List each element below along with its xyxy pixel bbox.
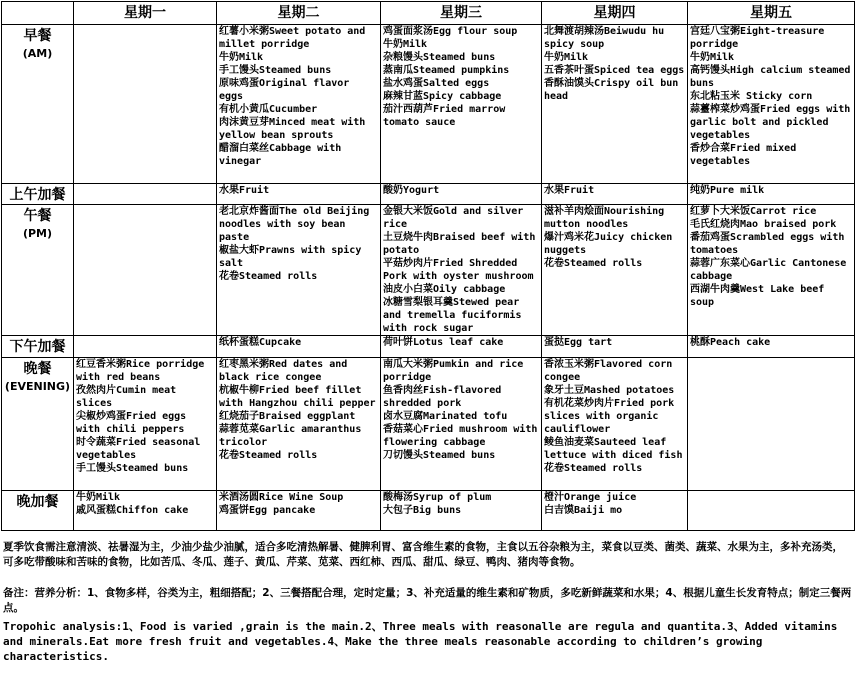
menu-cell <box>688 358 855 491</box>
menu-cell <box>74 491 217 531</box>
menu-cell <box>217 358 381 491</box>
dish-item: 红薯小米粥Sweet potato and millet porridge <box>219 26 366 50</box>
meal-name: 上午加餐 <box>9 187 66 203</box>
dish-item: 时令蔬菜Fried seasonal vegetables <box>76 437 201 461</box>
corner-cell <box>2 2 74 25</box>
meal-row <box>2 491 855 531</box>
meal-label-cell <box>2 358 74 491</box>
dish-item: 卤水豆腐Marinated tofu <box>383 411 508 422</box>
dish-item: 牛奶Milk <box>219 52 264 63</box>
menu-cell <box>74 205 217 336</box>
dish-item: 麻辣甘蓝Spicy cabbage <box>383 91 502 102</box>
menu-cell <box>542 25 688 184</box>
dish-item: 蒜薹榨菜炒鸡蛋Fried eggs with garlic bolt and pickled vegetables <box>690 104 851 141</box>
dish-item: 冰糖雪梨银耳羹Stewed pear and tremella fuciformis with rock sugar <box>383 297 522 334</box>
dish-item: 金银大米饭Gold and silver rice <box>383 206 524 230</box>
menu-cell <box>381 491 542 531</box>
menu-cell <box>217 205 381 336</box>
day-header: 星期三 <box>381 2 542 25</box>
dish-item: 香炒合菜Fried mixed vegetables <box>690 143 797 167</box>
meal-row <box>2 336 855 358</box>
dish-item: 蒸南瓜Steamed pumpkins <box>383 65 510 76</box>
dish-item: 红枣黑米粥Red dates and black rice congee <box>219 359 348 383</box>
menu-cell <box>542 491 688 531</box>
dish-item: 盐水鸡蛋Salted eggs <box>383 78 490 89</box>
menu-cell <box>688 205 855 336</box>
menu-cell <box>542 358 688 491</box>
weekly-menu-table <box>1 1 855 531</box>
dish-item: 番茄鸡蛋Scrambled eggs with tomatoes <box>690 232 845 256</box>
dish-item: 醋溜白菜丝Cabbage with vinegar <box>219 143 342 167</box>
meal-row <box>2 184 855 205</box>
dish-item: 花卷Steamed rolls <box>219 450 318 461</box>
dish-item: 茄汁西葫芦Fried marrow tomato sauce <box>383 104 506 128</box>
dish-item: 宫廷八宝粥Eight-treasure porridge <box>690 26 825 50</box>
meal-row <box>2 205 855 336</box>
menu-cell <box>542 205 688 336</box>
menu-cell <box>381 358 542 491</box>
dish-item: 象牙土豆Mashed potatoes <box>544 385 675 396</box>
dish-item: 红豆香米粥Rice porridge with red beans <box>76 359 205 383</box>
dish-item: 油皮小白菜Oily cabbage <box>383 284 506 295</box>
dish-item: 蒜蓉广东菜心Garlic Cantonese cabbage <box>690 258 847 282</box>
dish-item: 高钙馒头High calcium steamed buns <box>690 65 851 89</box>
meal-label-cell <box>2 25 74 184</box>
dish-item: 平菇炒肉片Fried Shredded Pork with oyster mushroom <box>383 258 534 282</box>
menu-cell <box>542 336 688 358</box>
dish-item: 刀切馒头Steamed buns <box>383 450 496 461</box>
dish-item: 孜然肉片Cumin meat slices <box>76 385 177 409</box>
meal-time: (PM) <box>22 227 53 240</box>
trophic-analysis-english: Tropohic analysis:1、Food is varied ,grain is the main.2、Three meals with reasonalle are regula and quantita.3、Added vitamins and minerals.Eat more fresh fruit and vegetables.4、Make the three meals reasonable according to children’s growing characteristics. <box>3 620 838 663</box>
dish-item: 米酒汤圆Rice Wine Soup <box>219 492 344 503</box>
dish-item: 西湖牛肉羹West Lake beef soup <box>690 284 825 308</box>
dish-item: 水果Fruit <box>219 185 270 196</box>
dish-item: 毛氏红烧肉Mao braised pork <box>690 219 837 230</box>
dish-item: 红烧茄子Braised eggplant <box>219 411 356 422</box>
meal-name: 下午加餐 <box>9 339 66 355</box>
meal-label-cell <box>2 205 74 336</box>
dish-item: 戚风蛋糕Chiffon cake <box>76 505 189 516</box>
dish-item: 蛋挞Egg tart <box>544 337 613 348</box>
meal-label-cell <box>2 184 74 205</box>
dish-item: 牛奶Milk <box>76 492 121 503</box>
dish-item: 纯奶Pure milk <box>690 185 765 196</box>
nutrition-remark: 备注：营养分析：1、食物多样，谷类为主，粗细搭配；2、三餐搭配合理，定时定量；3、补充适量的维生素和矿物质，多吃新鲜蔬菜和水果；4、根据儿童生长发育特点；制定三餐两点。 <box>3 587 852 614</box>
menu-cell <box>217 336 381 358</box>
day-header: 星期四 <box>542 2 688 25</box>
menu-cell <box>688 184 855 205</box>
dish-item: 纸杯蛋糕Cupcake <box>219 337 302 348</box>
dish-item: 牛奶Milk <box>690 52 735 63</box>
meal-name: 晚加餐 <box>16 494 59 510</box>
day-header: 星期五 <box>688 2 855 25</box>
menu-cell <box>381 336 542 358</box>
day-header: 星期一 <box>74 2 217 25</box>
menu-cell <box>381 205 542 336</box>
dish-item: 东北粘玉米 Sticky corn <box>690 91 813 102</box>
menu-cell <box>74 184 217 205</box>
dish-item: 有机花菜炒肉片Fried pork slices with organic cauliflower <box>544 398 675 435</box>
dish-item: 尖椒炒鸡蛋Fried eggs with chili peppers <box>76 411 187 435</box>
menu-cell <box>217 184 381 205</box>
menu-cell <box>217 491 381 531</box>
meal-row <box>2 358 855 491</box>
dish-item: 荷叶饼Lotus leaf cake <box>383 337 504 348</box>
meal-time: (AM) <box>22 47 53 60</box>
meal-name: 午餐 <box>23 208 52 224</box>
dish-item: 原味鸡蛋Original flavor eggs <box>219 78 350 102</box>
dish-item: 酸梅汤Syrup of plum <box>383 492 492 503</box>
dish-item: 牛奶Milk <box>383 39 428 50</box>
meal-label-cell <box>2 336 74 358</box>
menu-cell <box>381 25 542 184</box>
dish-item: 香菇菜心Fried mushroom with flowering cabbage <box>383 424 538 448</box>
dish-item: 花卷Steamed rolls <box>544 258 643 269</box>
meal-time: (EVENING) <box>4 380 71 393</box>
menu-cell <box>688 25 855 184</box>
meal-label-cell <box>2 491 74 531</box>
menu-cell <box>74 358 217 491</box>
dish-item: 桃酥Peach cake <box>690 337 771 348</box>
dish-item: 鱼香肉丝Fish-flavored shredded pork <box>383 385 502 409</box>
menu-cell <box>381 184 542 205</box>
menu-cell <box>74 25 217 184</box>
dish-item: 橙汁Orange juice <box>544 492 637 503</box>
dish-item: 南瓜大米粥Pumkin and rice porridge <box>383 359 524 383</box>
dish-item: 有机小黄瓜Cucumber <box>219 104 318 115</box>
dish-item: 手工馒头Steamed buns <box>76 463 189 474</box>
dish-item: 五香茶叶蛋Spiced tea eggs <box>544 65 685 76</box>
dish-item: 北舞渡胡辣汤Beiwudu hu spicy soup <box>544 26 665 50</box>
dish-item: 牛奶Milk <box>544 52 589 63</box>
dish-item: 鸡蛋饼Egg pancake <box>219 505 316 516</box>
menu-cell <box>688 491 855 531</box>
dish-item: 椒盐大虾Prawns with spicy salt <box>219 245 362 269</box>
dish-item: 爆汁鸡米花Juicy chicken nuggets <box>544 232 673 256</box>
meal-name: 晚餐 <box>23 361 52 377</box>
dish-item: 香浓玉米粥Flavored corn congee <box>544 359 673 383</box>
meal-row <box>2 25 855 184</box>
dish-item: 鲮鱼油麦菜Sauteed leaf lettuce with diced fish <box>544 437 683 461</box>
dish-item: 香酥油馍头Crispy oil bun head <box>544 78 679 102</box>
dish-item: 花卷Steamed rolls <box>219 271 318 282</box>
dish-item: 酸奶Yogurt <box>383 185 440 196</box>
meal-name: 早餐 <box>23 28 52 44</box>
menu-cell <box>74 336 217 358</box>
menu-cell <box>217 25 381 184</box>
menu-cell <box>688 336 855 358</box>
dish-item: 土豆烧牛肉Braised beef with potato <box>383 232 536 256</box>
dish-item: 滋补羊肉烩面Nourishing mutton noodles <box>544 206 665 230</box>
dish-item: 杭椒牛柳Fried beef fillet with Hangzhou chili pepper <box>219 385 376 409</box>
dish-item: 杂粮馒头Steamed buns <box>383 52 496 63</box>
dish-item: 白吉馍Baiji mo <box>544 505 623 516</box>
dish-item: 鸡蛋面浆汤Egg flour soup <box>383 26 518 37</box>
dish-item: 肉沫黄豆芽Minced meat with yellow bean sprouts <box>219 117 366 141</box>
dish-item: 红萝卜大米饭Carrot rice <box>690 206 817 217</box>
dish-item: 蒜蓉苋菜Garlic amaranthus tricolor <box>219 424 362 448</box>
menu-cell <box>542 184 688 205</box>
dish-item: 老北京炸酱面The old Beijing noodles with soy bean paste <box>219 206 370 243</box>
header-row <box>2 2 855 25</box>
menu-body <box>2 25 855 531</box>
dish-item: 大包子Big buns <box>383 505 462 516</box>
day-header: 星期二 <box>217 2 381 25</box>
dish-item: 手工馒头Steamed buns <box>219 65 332 76</box>
summer-diet-note: 夏季饮食需注意清淡、祛暑湿为主，少油少盐少油腻，适合多吃清热解暑、健脾利胃、富含维生素的食物，主食以五谷杂粮为主，菜食以豆类、菌类、蔬菜、水果为主，多补充汤类，可多吃带酸味和苦味的食物，比如苦瓜、冬瓜、莲子、黄瓜、芹菜、苋菜、西红柿、西瓜、甜瓜、绿豆、鸭肉、猪肉等食物。 <box>3 541 843 568</box>
dish-item: 水果Fruit <box>544 185 595 196</box>
dish-item: 花卷Steamed rolls <box>544 463 643 474</box>
